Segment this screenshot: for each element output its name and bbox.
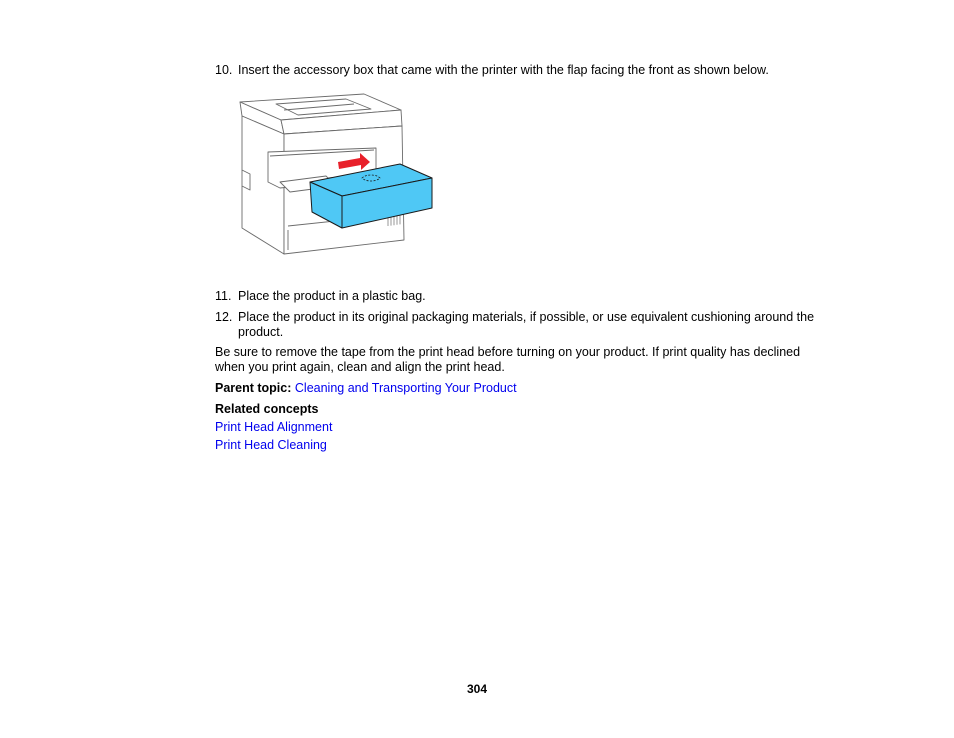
- link-print-head-cleaning[interactable]: Print Head Cleaning: [215, 438, 327, 452]
- printer-accessory-box-illustration: [236, 90, 436, 258]
- tape-removal-note: Be sure to remove the tape from the print head before turning on your product. If print quality has declined when you print again, clean and align the print head.: [215, 345, 801, 374]
- step-number: 10.: [215, 63, 233, 77]
- step-text: Insert the accessory box that came with the printer with the flap facing the front as shown below.: [238, 63, 769, 77]
- parent-topic-link[interactable]: Cleaning and Transporting Your Product: [294, 381, 517, 395]
- link-print-head-alignment[interactable]: Print Head Alignment: [215, 420, 333, 434]
- step-number: 11.: [215, 289, 232, 303]
- step-text: Place the product in its original packaging materials, if possible, or use equivalent cushioning around the product.: [238, 310, 815, 339]
- page-number: 304: [466, 682, 488, 696]
- related-concepts-list: [215, 420, 825, 456]
- step-number: 12.: [215, 310, 233, 324]
- parent-topic: [215, 381, 825, 396]
- related-concepts-heading: Related concepts: [215, 402, 319, 416]
- parent-topic-label: Parent topic:: [215, 381, 292, 395]
- step-text: Place the product in a plastic bag.: [238, 289, 426, 303]
